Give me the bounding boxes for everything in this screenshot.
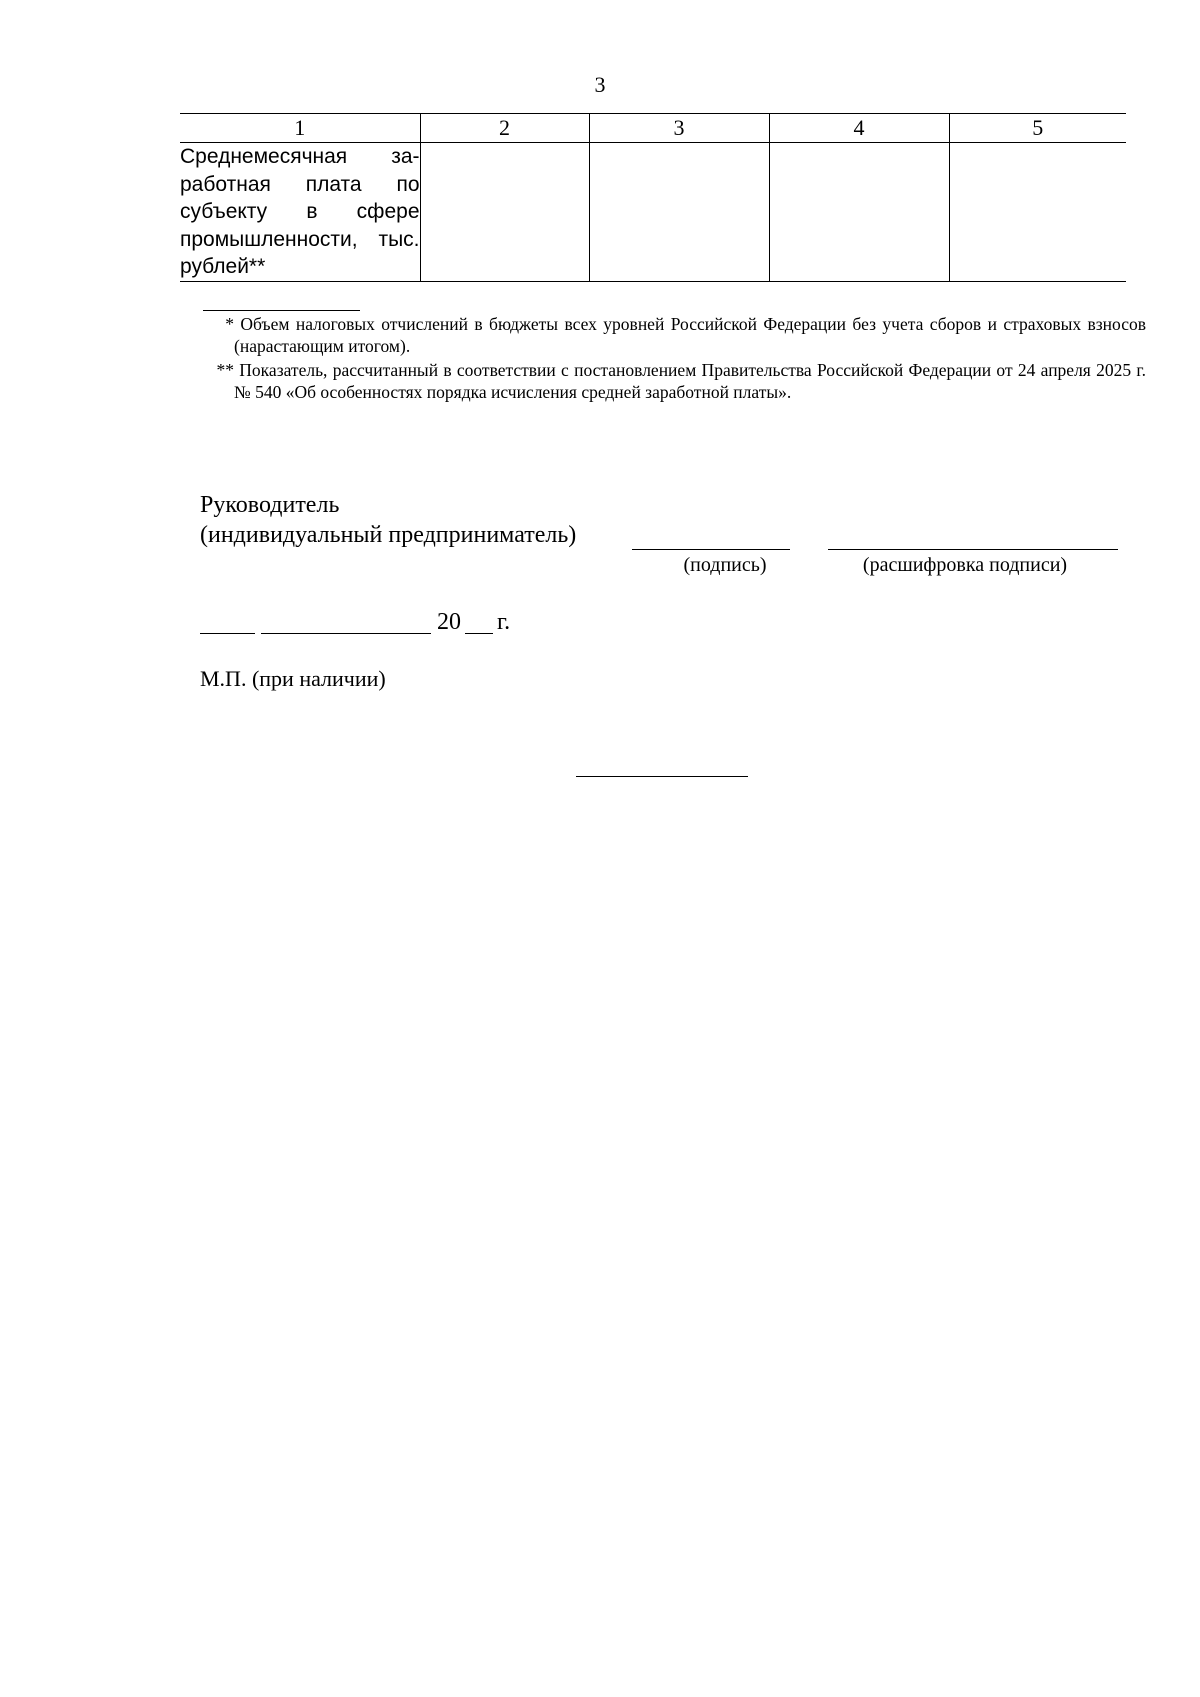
column-header: 3 [589,114,769,143]
date-year-suffix: г. [497,609,511,635]
stamp-place: М.П. (при наличии) [200,666,386,691]
date-year-line [465,633,493,634]
column-header: 4 [769,114,949,143]
footnote-mark: ** [216,360,234,380]
date-year-prefix: 20 [437,609,461,635]
table-row [180,143,1126,282]
date-day-line [200,633,255,634]
signer-title: Руководитель [200,492,340,518]
footnote-text: Показатель, рассчитанный в соответствии с постановлением Правительства Российской Федерации от 24 апреля 2025 г. № 540 «Об особенностях порядка исчисления средней заработной платы». [234,360,1146,402]
signature-line [632,549,790,550]
table-header-row [180,114,1126,143]
table-cell [420,143,589,282]
table-cell [769,143,949,282]
footnote [206,359,1146,403]
page-number: 3 [594,72,606,97]
footnote-text: Объем налоговых отчислений в бюджеты всех уровней Российской Федерации без учета сборов и страховых взносов (нарастающим итогом). [234,314,1147,356]
footnote [206,313,1146,357]
signature-decode-line [828,549,1118,550]
row-label: Среднемесячная за-работная плата по субъекту в сфере промышленности, тыс. рублей** [180,143,420,282]
end-line [576,776,748,777]
table-cell [949,143,1126,282]
signature-decode-caption: (расшифровка подписи) [862,554,1068,576]
signer-subtitle: (индивидуальный предприниматель) [200,522,577,548]
data-table [180,113,1126,282]
footnote-mark: * [225,314,234,334]
table-cell [589,143,769,282]
signature-caption: (подпись) [683,554,767,576]
column-header: 1 [180,114,420,143]
date-month-line [261,633,431,634]
column-header: 5 [949,114,1126,143]
column-header: 2 [420,114,589,143]
footnote-separator [203,310,360,311]
